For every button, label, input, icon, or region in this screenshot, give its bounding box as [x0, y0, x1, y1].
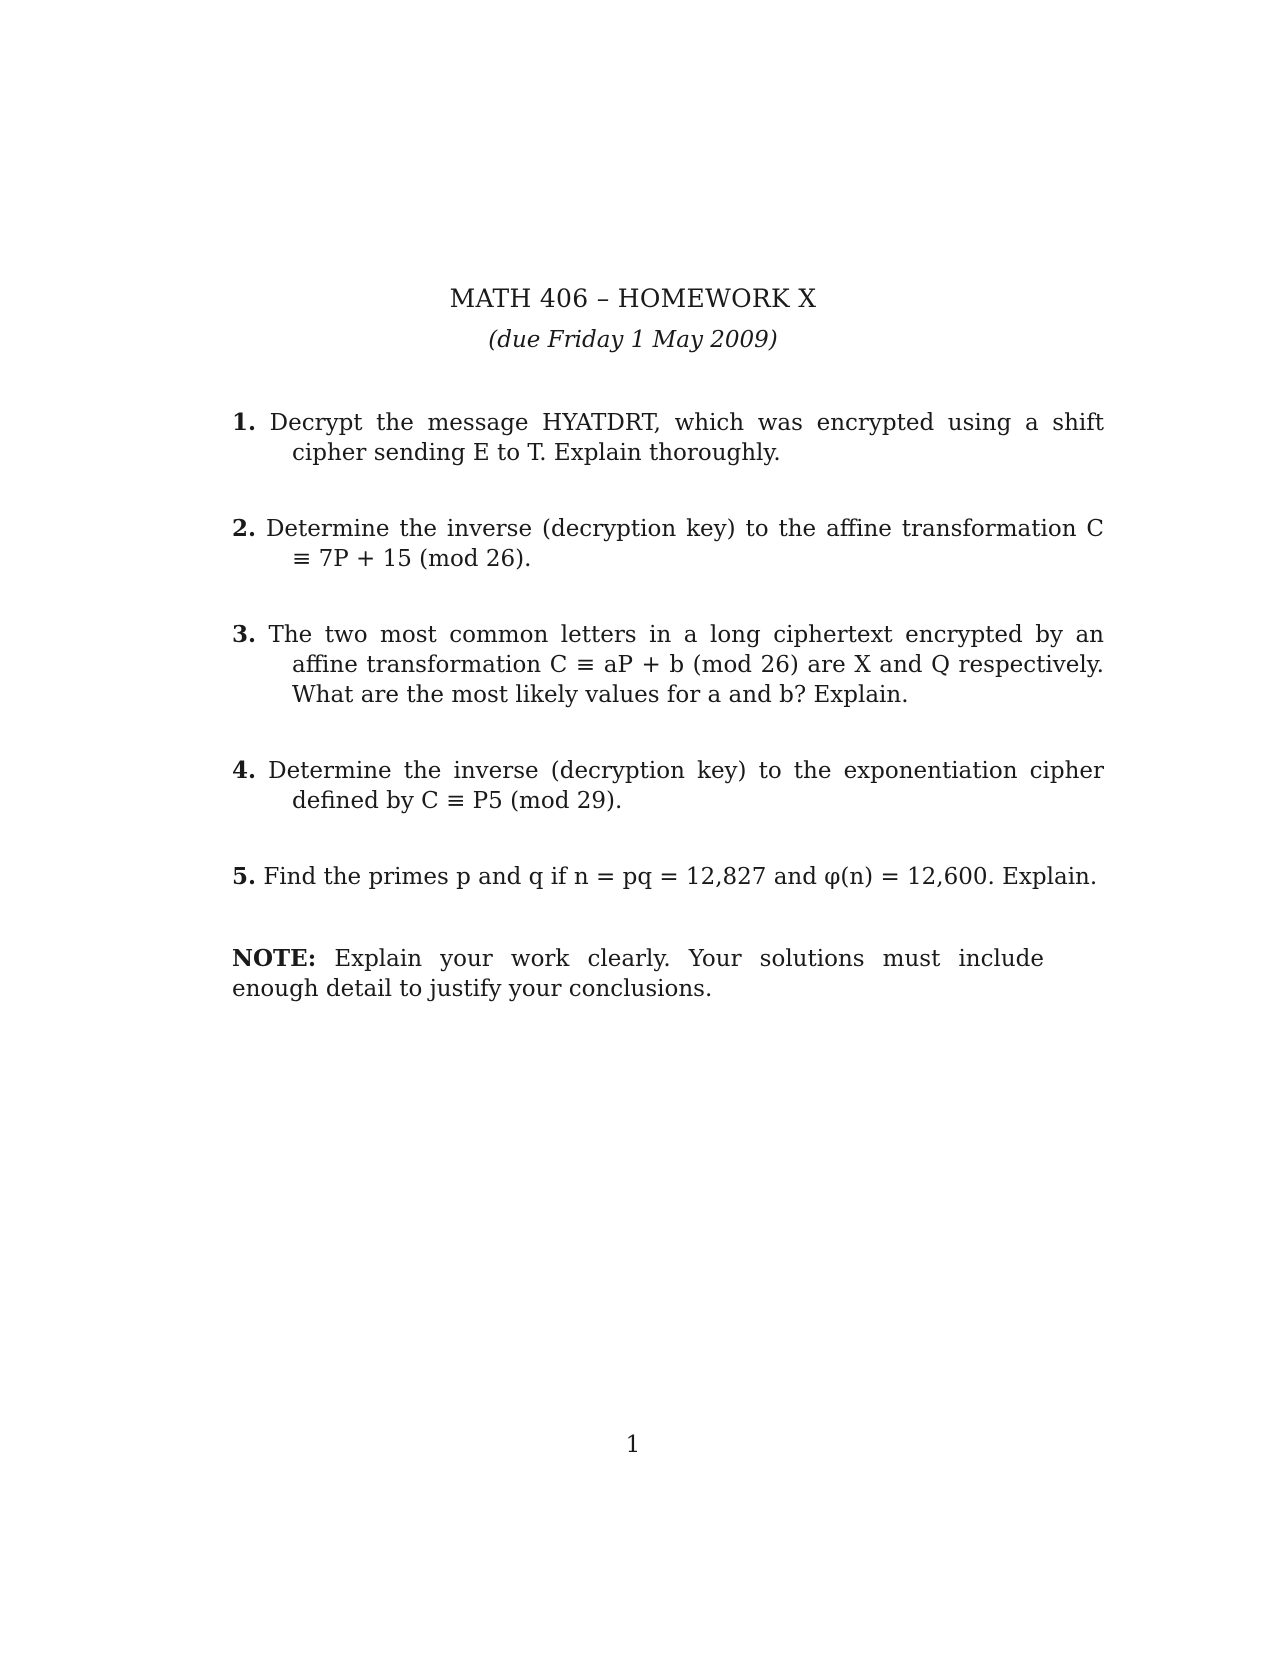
page-title: MATH 406 – HOMEWORK X [449, 284, 817, 313]
problem-3 [232, 620, 1104, 710]
problem-4 [232, 756, 1104, 816]
problem-text: Find the primes p and q if n = pq = 12,827 and φ(n) = 12,600. Explain. [263, 864, 1098, 890]
problem-number: 5. [232, 863, 257, 890]
problem-2 [232, 514, 1104, 574]
problem-number: 2. [232, 515, 257, 542]
problem-number: 4. [232, 757, 257, 784]
note-paragraph [232, 944, 1044, 1004]
due-date: (due Friday 1 May 2009) [488, 327, 778, 353]
problem-number: 3. [232, 621, 257, 648]
problem-number: 1. [232, 409, 257, 436]
page-number: 1 [625, 1432, 641, 1458]
problem-text: Determine the inverse (decryption key) to the affine transformation C ≡ 7P + 15 (mod 26). [265, 516, 1105, 572]
problem-text: Determine the inverse (decryption key) to the exponentiation cipher defined by C ≡ P5 (mod 29). [268, 758, 1105, 814]
note-label: NOTE: [232, 945, 317, 972]
problem-5 [232, 862, 1104, 892]
note-text: Explain your work clearly. Your solutions must include enough detail to justify your conclusions. [232, 946, 1044, 1002]
problem-1 [232, 408, 1104, 468]
problem-text: Decrypt the message HYATDRT, which was encrypted using a shift cipher sending E to T. Explain thoroughly. [269, 410, 1105, 466]
problem-text: The two most common letters in a long ciphertext encrypted by an affine transformation C ≡ aP + b (mod 26) are X and Q respectively. What are the most likely values for a and b? Explain. [268, 622, 1104, 708]
